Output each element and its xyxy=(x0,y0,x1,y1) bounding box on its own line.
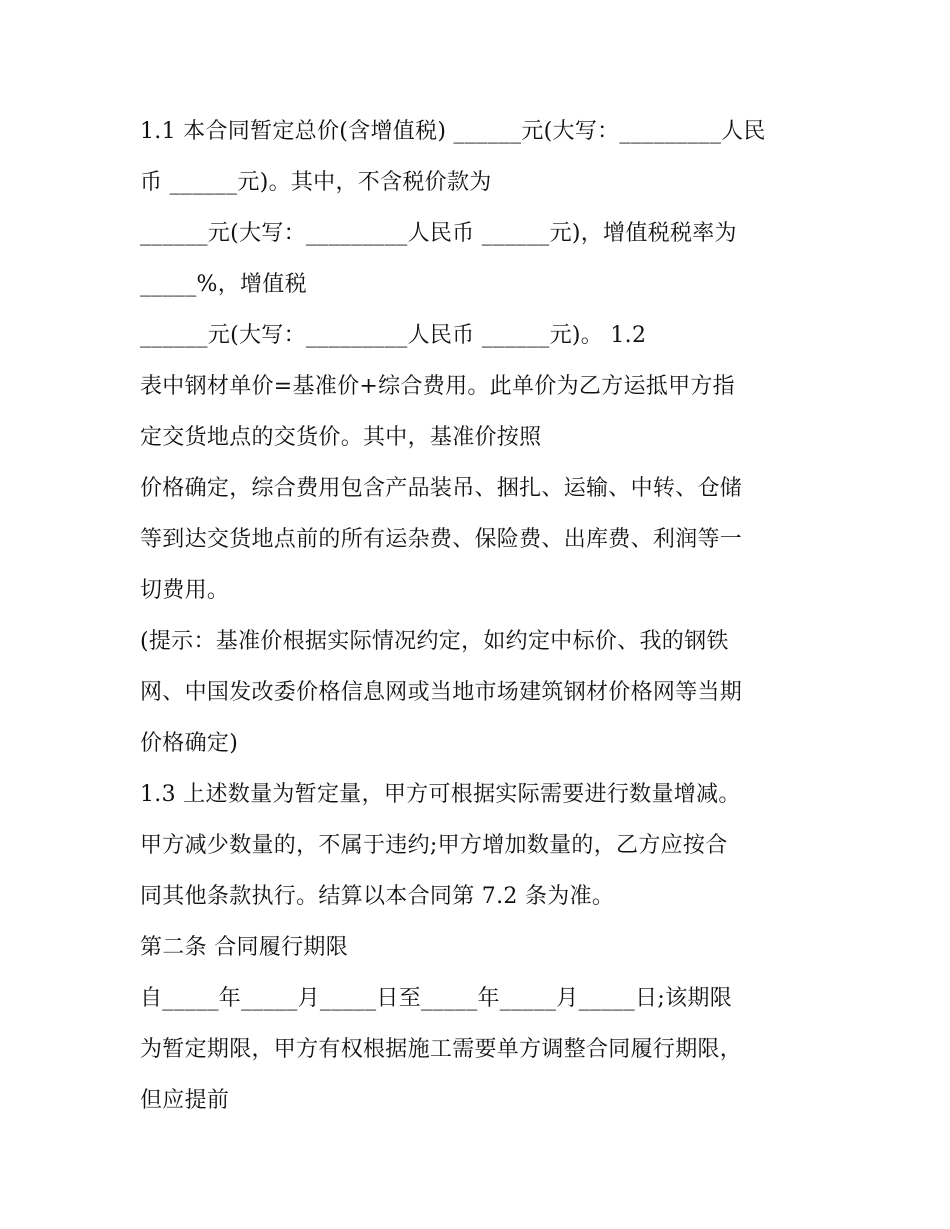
section-heading: 第二条 合同履行期限 xyxy=(140,935,348,960)
text-line: ______元(大写：_________人民币 ______元)，增值税税率为 xyxy=(140,221,737,246)
text-line: _____%，增值税 xyxy=(140,272,307,297)
text-line: 价格确定，综合费用包含产品装吊、捆扎、运输、中转、仓储 xyxy=(140,476,743,501)
text-line: 甲方减少数量的，不属于违约;甲方增加数量的，乙方应按合 xyxy=(140,833,728,858)
text-line: 币 ______元)。其中，不含税价款为 xyxy=(140,170,492,195)
text-line: 自_____年_____月_____日至_____年_____月_____日;该期限 xyxy=(140,986,733,1011)
text-line: 切费用。 xyxy=(140,578,230,603)
text-line: (提示：基准价根据实际情况约定，如约定中标价、我的钢铁 xyxy=(140,629,729,654)
text-line: 定交货地点的交货价。其中，基准价按照 xyxy=(140,425,542,450)
text-line: 表中钢材单价=基准价+综合费用。此单价为乙方运抵甲方指 xyxy=(140,374,735,399)
text-line: 1.1 本合同暂定总价(含增值税) ______元(大写：_________人民 xyxy=(140,119,766,144)
text-line: 等到达交货地点前的所有运杂费、保险费、出库费、利润等一 xyxy=(140,527,743,552)
text-line: 为暂定期限，甲方有权根据施工需要单方调整合同履行期限， xyxy=(140,1037,743,1062)
text-line: 同其他条款执行。结算以本合同第 7.2 条为准。 xyxy=(140,884,615,909)
text-line: 但应提前 xyxy=(140,1088,230,1113)
text-line: ______元(大写：_________人民币 ______元)。 1.2 xyxy=(140,323,647,348)
text-line: 价格确定) xyxy=(140,731,239,756)
text-line: 1.3 上述数量为暂定量，甲方可根据实际需要进行数量增减。 xyxy=(140,782,741,807)
text-line: 网、中国发改委价格信息网或当地市场建筑钢材价格网等当期 xyxy=(140,680,743,705)
contract-text xyxy=(140,110,830,1130)
